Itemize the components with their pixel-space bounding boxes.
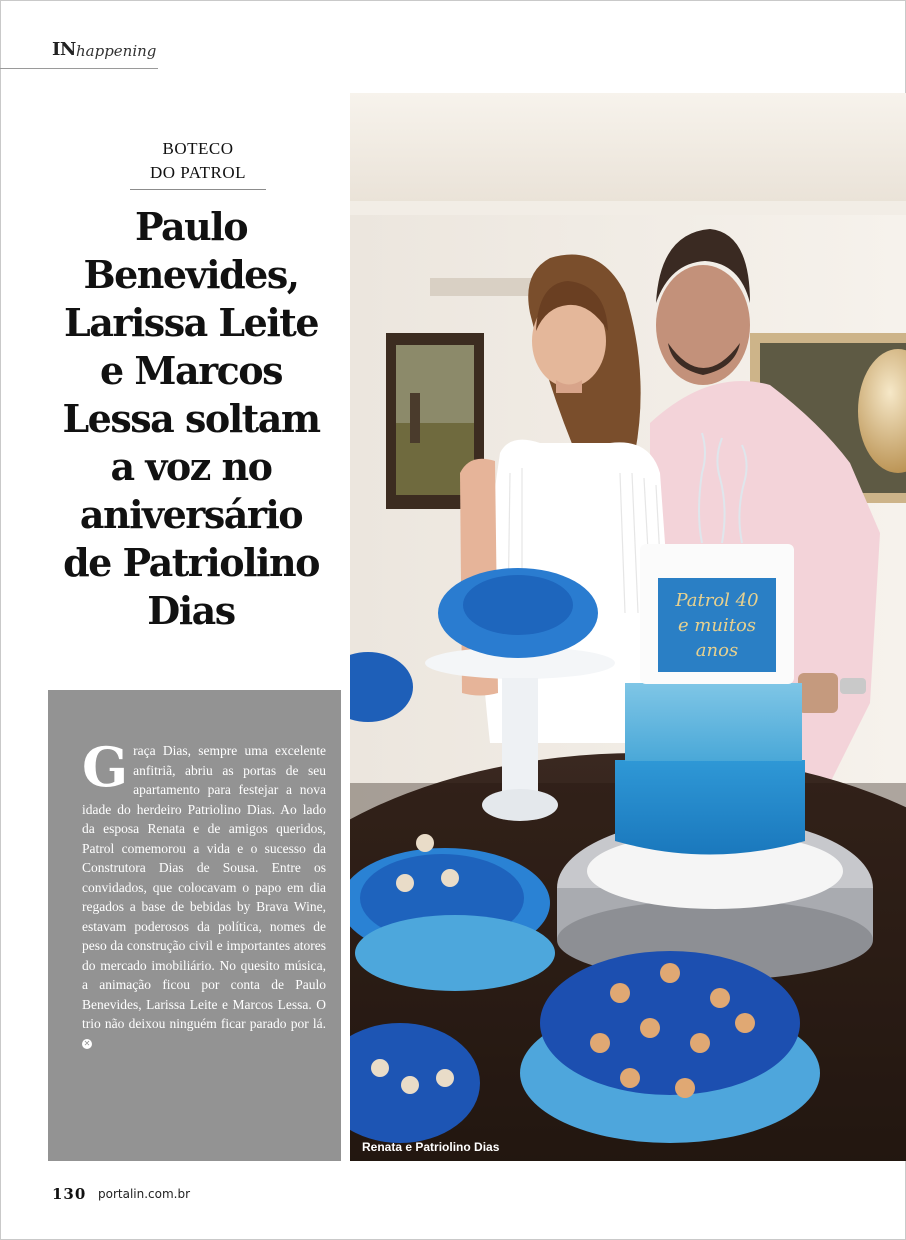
site-url: portalin.com.br — [98, 1187, 191, 1201]
page-number: 130 — [52, 1185, 87, 1203]
headline-line: Larissa Leite — [64, 300, 318, 345]
headline-line: de Patriolino — [63, 540, 319, 585]
article-body-box — [48, 690, 341, 1161]
headline — [38, 203, 344, 635]
cake-topper-line: anos — [695, 640, 739, 661]
drop-cap: G — [82, 735, 129, 799]
headline-line: Dias — [147, 588, 235, 633]
photo-illustration — [350, 93, 906, 1161]
cake-topper-line: e muitos — [677, 615, 757, 636]
body-text: raça Dias, sempre uma excelente anfitriã, abriu as portas de seu apartamento para festejar a nova idade do herdeiro Patriolino Dias. Ao lado da esposa Renata e de amigos queridos, Patrol comemorou a vida e o sucesso da Construtora Dias de Sousa. Entre os convidados, que colocavam o papo em dia regados a base de bebidas by Brava Wine, estavam poderosos da política, nomes de peso da construção civil e importantes atores do mercado imobiliário. No quesito música, a animação ficou por conta de Paulo Benevides, Larissa Leite e Marcos Lessa. O trio não deixou ninguém ficar parado por lá. — [82, 743, 326, 1031]
headline-line: Benevides, — [83, 252, 299, 297]
headline-line: e Marcos — [100, 348, 282, 393]
end-mark-icon: ✕ — [83, 1039, 91, 1049]
cake-topper-line: Patrol 40 — [675, 590, 759, 611]
headline-line: aniversário — [79, 492, 303, 537]
headline-line: Lessa soltam — [62, 396, 320, 441]
photo-caption: Renata e Patriolino Dias — [362, 1140, 500, 1154]
brand-mark: IN — [52, 39, 76, 60]
event-photo — [350, 93, 906, 1161]
kicker-rule — [130, 189, 266, 190]
kicker — [130, 137, 266, 185]
section-header — [0, 34, 158, 69]
kicker-line-2: DO PATROL — [150, 163, 246, 182]
article-body — [82, 735, 326, 1053]
headline-line: Paulo — [134, 204, 248, 249]
headline-line: a voz no — [110, 444, 272, 489]
section-name: happening — [76, 42, 157, 60]
kicker-line-1: BOTECO — [162, 139, 234, 158]
